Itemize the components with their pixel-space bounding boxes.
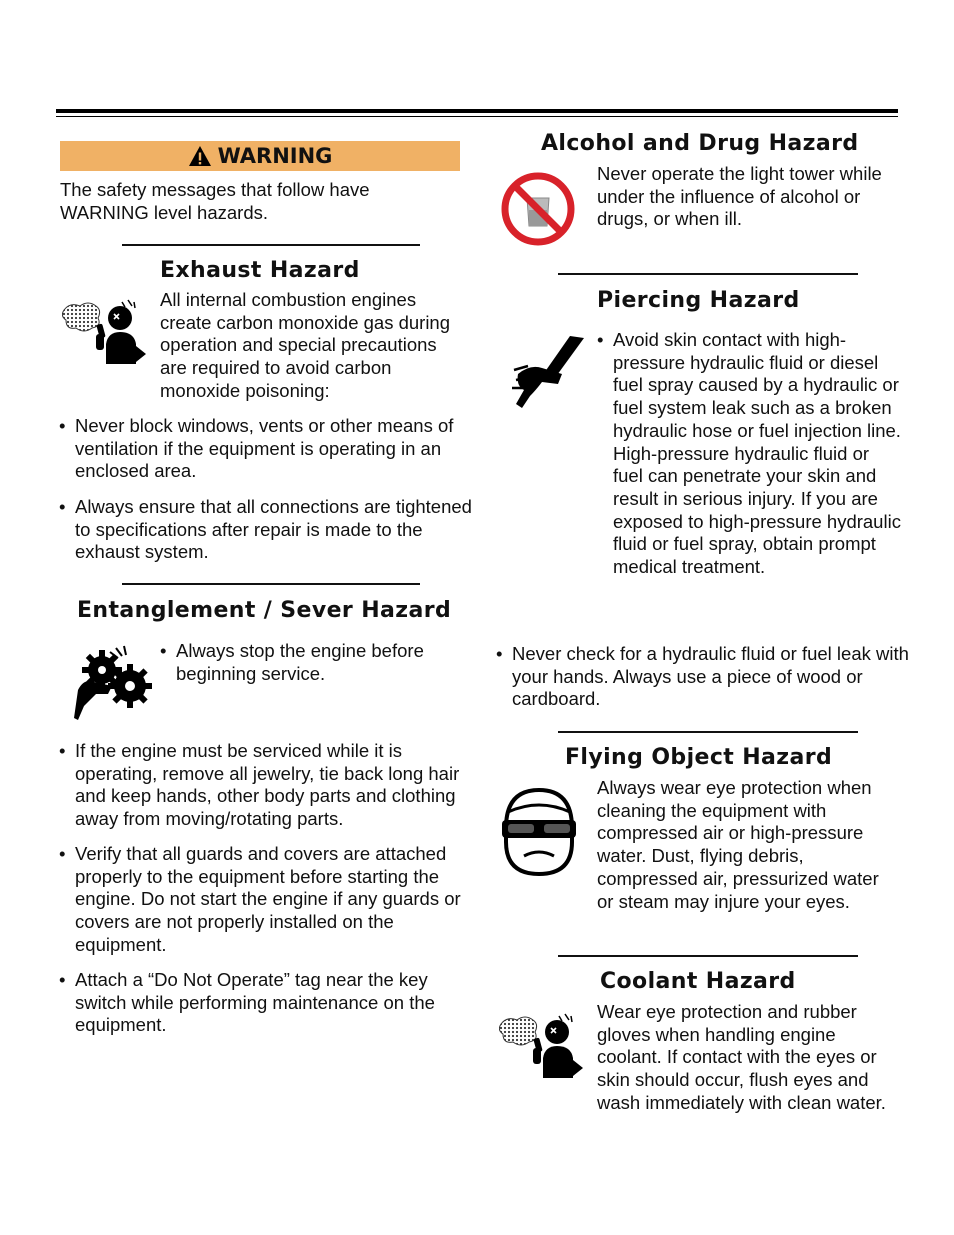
piercing-bullet-1: • Avoid skin contact with high-pressure hydraulic fluid or diesel fuel spray caused by a hydraulic or fuel system leak such as a broken hydraulic hose or fuel injection line. High-pressure hydraulic fluid or fuel can penetrate your skin and result in serious injury. If you are exposed to high-pressure hydraulic fluid or fuel spray, obtain prompt medical treatment. xyxy=(597,329,903,579)
divider xyxy=(558,273,858,275)
coolant-body: Wear eye protection and rubber gloves when handling engine coolant. If contact with the eyes or skin should occur, flush eyes and wash immediately with clean water. xyxy=(597,1001,886,1113)
divider xyxy=(122,583,420,585)
entanglement-gears-icon xyxy=(72,644,156,720)
piercing-bullet-2: • Never check for a hydraulic fluid or fuel leak with your hands. Always use a piece of wood or cardboard. xyxy=(496,643,912,711)
coolant-title: Coolant Hazard xyxy=(600,969,796,994)
safety-goggles-icon xyxy=(500,786,578,878)
exhaust-bullet-2: • Always ensure that all connections are tightened to specifications after repair is made to the exhaust system. xyxy=(59,496,475,564)
entanglement-bullet-2: • If the engine must be serviced while it is operating, remove all jewelry, tie back long hair and keep hands, other body parts and clothing away from moving/rotating parts. xyxy=(59,740,475,831)
flying-title: Flying Object Hazard xyxy=(565,745,833,770)
entanglement-bullet-3: • Verify that all guards and covers are attached properly to the equipment before starting the engine. Do not start the engine if any guards or covers are not properly installed on the equipment. xyxy=(59,843,475,957)
piercing-spray-icon xyxy=(512,334,588,410)
divider xyxy=(558,731,858,733)
warning-label: WARNING xyxy=(217,144,333,168)
alcohol-body: Never operate the light tower while under the influence of alcohol or drugs, or when ill. xyxy=(597,163,882,230)
entanglement-bullet-4: • Attach a “Do Not Operate” tag near the key switch while performing maintenance on the equipment. xyxy=(59,969,475,1037)
warning-triangle-icon xyxy=(188,145,212,167)
top-rule-thin xyxy=(56,116,898,117)
divider xyxy=(122,244,420,246)
warning-intro: The safety messages that follow have WARNING level hazards. xyxy=(60,179,370,223)
exhaust-title: Exhaust Hazard xyxy=(160,258,360,283)
exhaust-bullet-1: • Never block windows, vents or other means of ventilation if the equipment is operating in an enclosed area. xyxy=(59,415,475,483)
flying-body: Always wear eye protection when cleaning the equipment with compressed air or high-pressure water. Dust, flying debris, compressed air, pressurized water or steam may injure your eyes. xyxy=(597,777,879,912)
divider xyxy=(558,955,858,957)
exhaust-fumes-icon xyxy=(62,296,150,364)
entanglement-title: Entanglement / Sever Hazard xyxy=(77,598,452,623)
no-alcohol-icon xyxy=(499,170,577,248)
warning-band xyxy=(60,141,460,171)
exhaust-body: All internal combustion engines create carbon monoxide gas during operation and special precautions are required to avoid carbon monoxide poisoning: xyxy=(160,289,451,401)
entanglement-bullet-1: • Always stop the engine before beginning service. xyxy=(160,640,476,685)
piercing-title: Piercing Hazard xyxy=(597,288,800,313)
coolant-fumes-icon xyxy=(499,1010,587,1078)
alcohol-title: Alcohol and Drug Hazard xyxy=(541,131,859,156)
top-rule xyxy=(56,109,898,113)
